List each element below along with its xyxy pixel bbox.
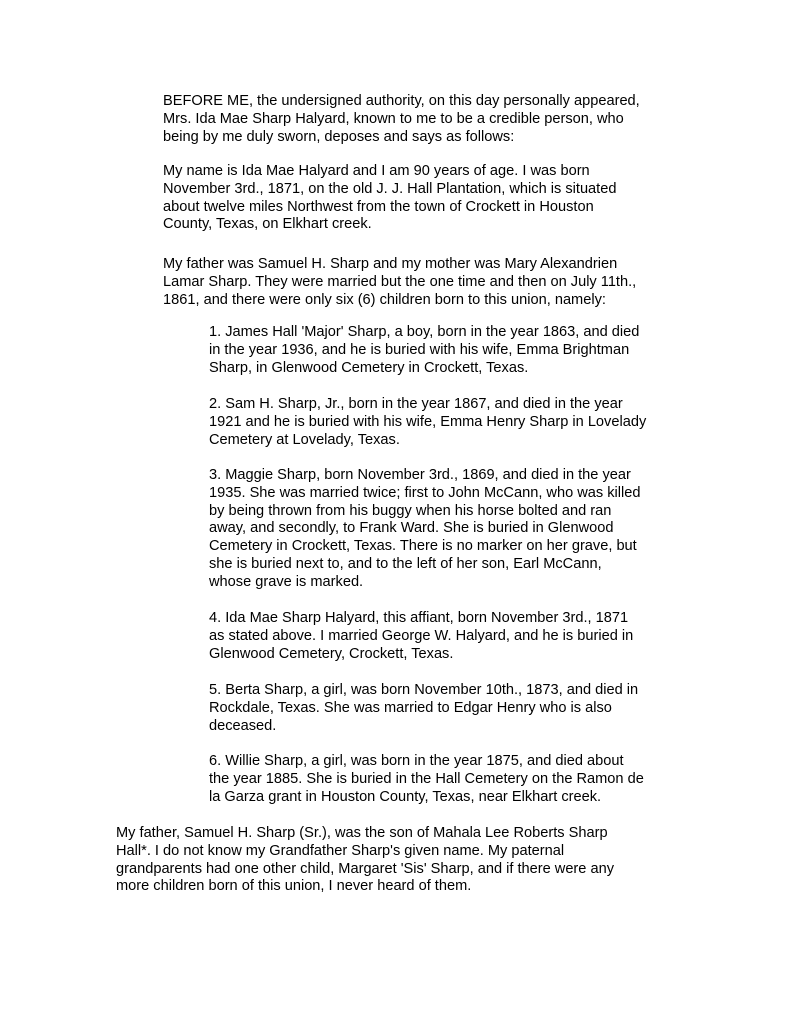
child-entry-2: 2. Sam H. Sharp, Jr., born in the year 1867, and died in the year 1921 and he is buried with his wife, Emma Henry Sharp in Lovelady Cemetery at Lovelady, Texas. [209, 396, 647, 448]
intro-paragraph: BEFORE ME, the undersigned authority, on this day personally appeared, Mrs. Ida Mae Sharp Halyard, known to me to be a credible person, who being by me duly sworn, deposes and says as follows: [163, 93, 640, 145]
child-entry-1: 1. James Hall 'Major' Sharp, a boy, born in the year 1863, and died in the year 1936, and he is buried with his wife, Emma Brightman Sharp, in Glenwood Cemetery in Crockett, Texas. [209, 324, 640, 376]
child-entry-3: 3. Maggie Sharp, born November 3rd., 1869, and died in the year 1935. She was married twice; first to John McCann, who was killed by being thrown from his buggy when his horse bolted and ran away, and secondly, to Frank Ward. She is buried in Glenwood Cemetery in Crockett, Texas. There is no marker on her grave, but she is buried next to, and to the left of her son, Earl McCann, whose grave is marked. [209, 467, 641, 590]
child-entry-5: 5. Berta Sharp, a girl, was born November 10th., 1873, and died in Rockdale, Texas. She was married to Edgar Henry who is also deceased. [209, 682, 639, 734]
closing-paragraph: My father, Samuel H. Sharp (Sr.), was the son of Mahala Lee Roberts Sharp Hall*. I do not know my Grandfather Sharp's given name. My paternal grandparents had one other child, Margaret 'Sis' Sharp, and if there were any more children born of this union, I never heard of them. [116, 825, 614, 895]
child-entry-4: 4. Ida Mae Sharp Halyard, this affiant, born November 3rd., 1871 as stated above. I married George W. Halyard, and he is buried in Glenwood Cemetery, Crockett, Texas. [209, 610, 634, 662]
name-paragraph: My name is Ida Mae Halyard and I am 90 years of age. I was born November 3rd., 1871, on the old J. J. Hall Plantation, which is situated about twelve miles Northwest from the town of Crockett in Houston County, Texas, on Elkhart creek. [163, 163, 617, 233]
child-entry-6: 6. Willie Sharp, a girl, was born in the year 1875, and died about the year 1885. She is buried in the Hall Cemetery on the Ramon de la Garza grant in Houston County, Texas, near Elkhart creek. [209, 753, 644, 805]
father-paragraph: My father was Samuel H. Sharp and my mother was Mary Alexandrien Lamar Sharp. They were married but the one time and then on July 11th., 1861, and there were only six (6) children born to this union, namely: [163, 256, 637, 308]
